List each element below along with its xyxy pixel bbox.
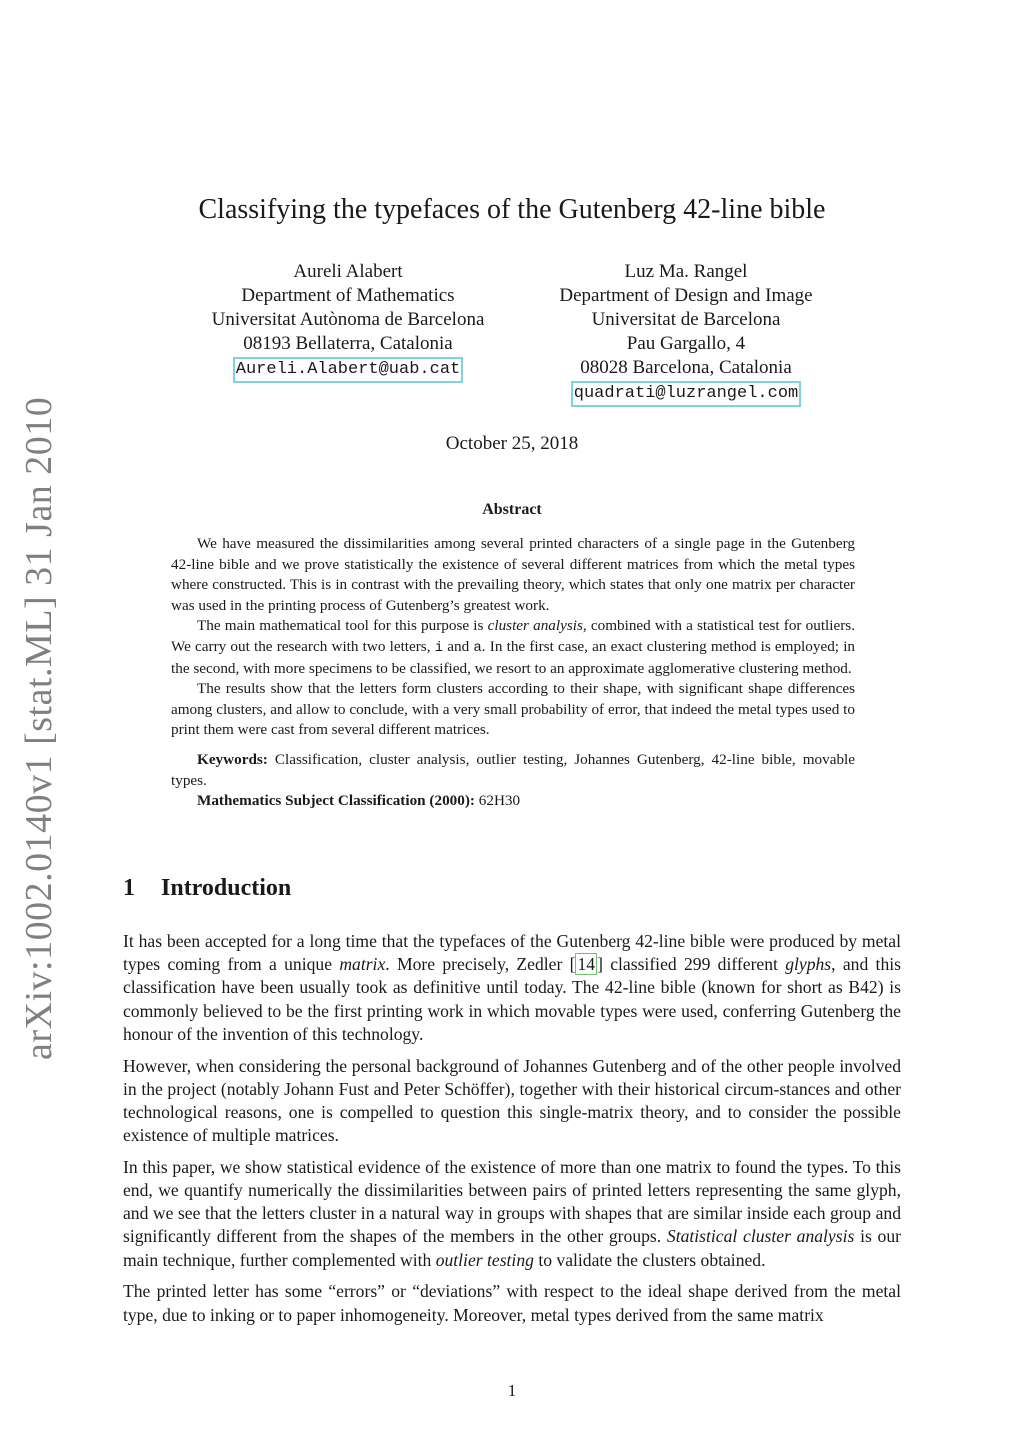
keywords: Keywords: Classification, cluster analysis, outlier testing, Johannes Gutenberg, 42-line bible, movable types. (171, 750, 855, 789)
abstract-paragraph: We have measured the dissimilarities among several printed characters of a single page in the Gutenberg 42-line bible and we prove statistically the existence of several different matrices from which the metal types where constructed. This is in contrast with the prevailing theory, which states that only one matrix per character was used in the printing process of Gutenberg’s greatest work. (171, 535, 855, 614)
arxiv-identifier: arXiv:1002.0140v1 [stat.ML] 31 Jan 2010 (18, 396, 60, 1060)
author-affiliation-line: 08193 Bellaterra, Catalonia (243, 333, 453, 354)
abstract-paragraph: The results show that the letters form clusters according to their shape, with significant shape differences among clusters, and allow to conclude, with a very small probability of error, that indeed the metal types used to print them were cast from several different matrices. (171, 680, 855, 739)
author-affiliation-line: Department of Design and Image (559, 285, 813, 306)
author-affiliation-line: Department of Mathematics (241, 285, 455, 306)
abstract-body (171, 534, 855, 812)
abstract-heading: Abstract (482, 501, 542, 518)
paper-date: October 25, 2018 (445, 433, 579, 454)
author-affiliation-line: Universitat de Barcelona (591, 309, 781, 330)
page-number: 1 (507, 1381, 517, 1400)
body-paragraph: In this paper, we show statistical evidence of the existence of more than one matrix to found the types. To this end, we quantify numerically the dissimilarities between pairs of printed letters representing the same glyph, and we see that the letters cluster in a natural way in groups with shapes that are similar inside each group and significantly different from the shapes of the members in the other groups. Statistical cluster analysis is our main technique, further complemented with outlier testing to validate the clusters obtained. (123, 1156, 901, 1270)
author-affiliation-line: Pau Gargallo, 4 (626, 333, 746, 354)
section-heading: 1 Introduction (123, 875, 292, 901)
citation-link[interactable]: 14 (577, 954, 596, 975)
author-affiliation-line: 08028 Barcelona, Catalonia (580, 357, 792, 378)
body-paragraph: It has been accepted for a long time that the typefaces of the Gutenberg 42-line bible were produced by metal types coming from a unique matrix. More precisely, Zedler [ 14 ] classified 299 different glyphs, and this classification have been usually took as definitive until today. The 42-line bible (known for short as B42) is commonly believed to be the first printing work in which movable types were used, conferring Gutenberg the honour of the invention of this technology. (123, 931, 901, 1044)
author-block-2 (530, 260, 842, 407)
body-paragraph: However, when considering the personal background of Johannes Gutenberg and of the other people involved in the project (notably Johann Fust and Peter Schöffer), together with their historical circum-stances and other technological reasons, one is compelled to question this single-matrix theory, and to consider the possible existence of multiple matrices. (123, 1055, 901, 1146)
body-paragraph: The printed letter has some “errors” or “deviations” with respect to the ideal shape derived from the metal type, due to inking or to paper inhomogeneity. Moreover, metal types derived from the same matrix (123, 1281, 901, 1325)
paper-title: Classifying the typefaces of the Gutenberg 42-line bible (198, 194, 826, 225)
author-email-link[interactable]: quadrati@luzrangel.com (571, 381, 801, 407)
author-name: Aureli Alabert (293, 261, 403, 282)
author-affiliation-line: Universitat Autònoma de Barcelona (211, 309, 485, 330)
author-block-1 (190, 260, 506, 383)
author-name: Luz Ma. Rangel (624, 261, 748, 282)
abstract-paragraph: The main mathematical tool for this purpose is cluster analysis, combined with a statistical test for outliers. We carry out the research with two letters, i and a. In the first case, an exact clustering method is employed; in the second, with more specimens to be classified, we resort to an approximate agglomerative clustering method. (171, 617, 856, 677)
msc-classification: Mathematics Subject Classification (2000): 62H30 (197, 792, 521, 810)
author-email-link[interactable]: Aureli.Alabert@uab.cat (233, 357, 463, 383)
intro-body (123, 930, 901, 1335)
